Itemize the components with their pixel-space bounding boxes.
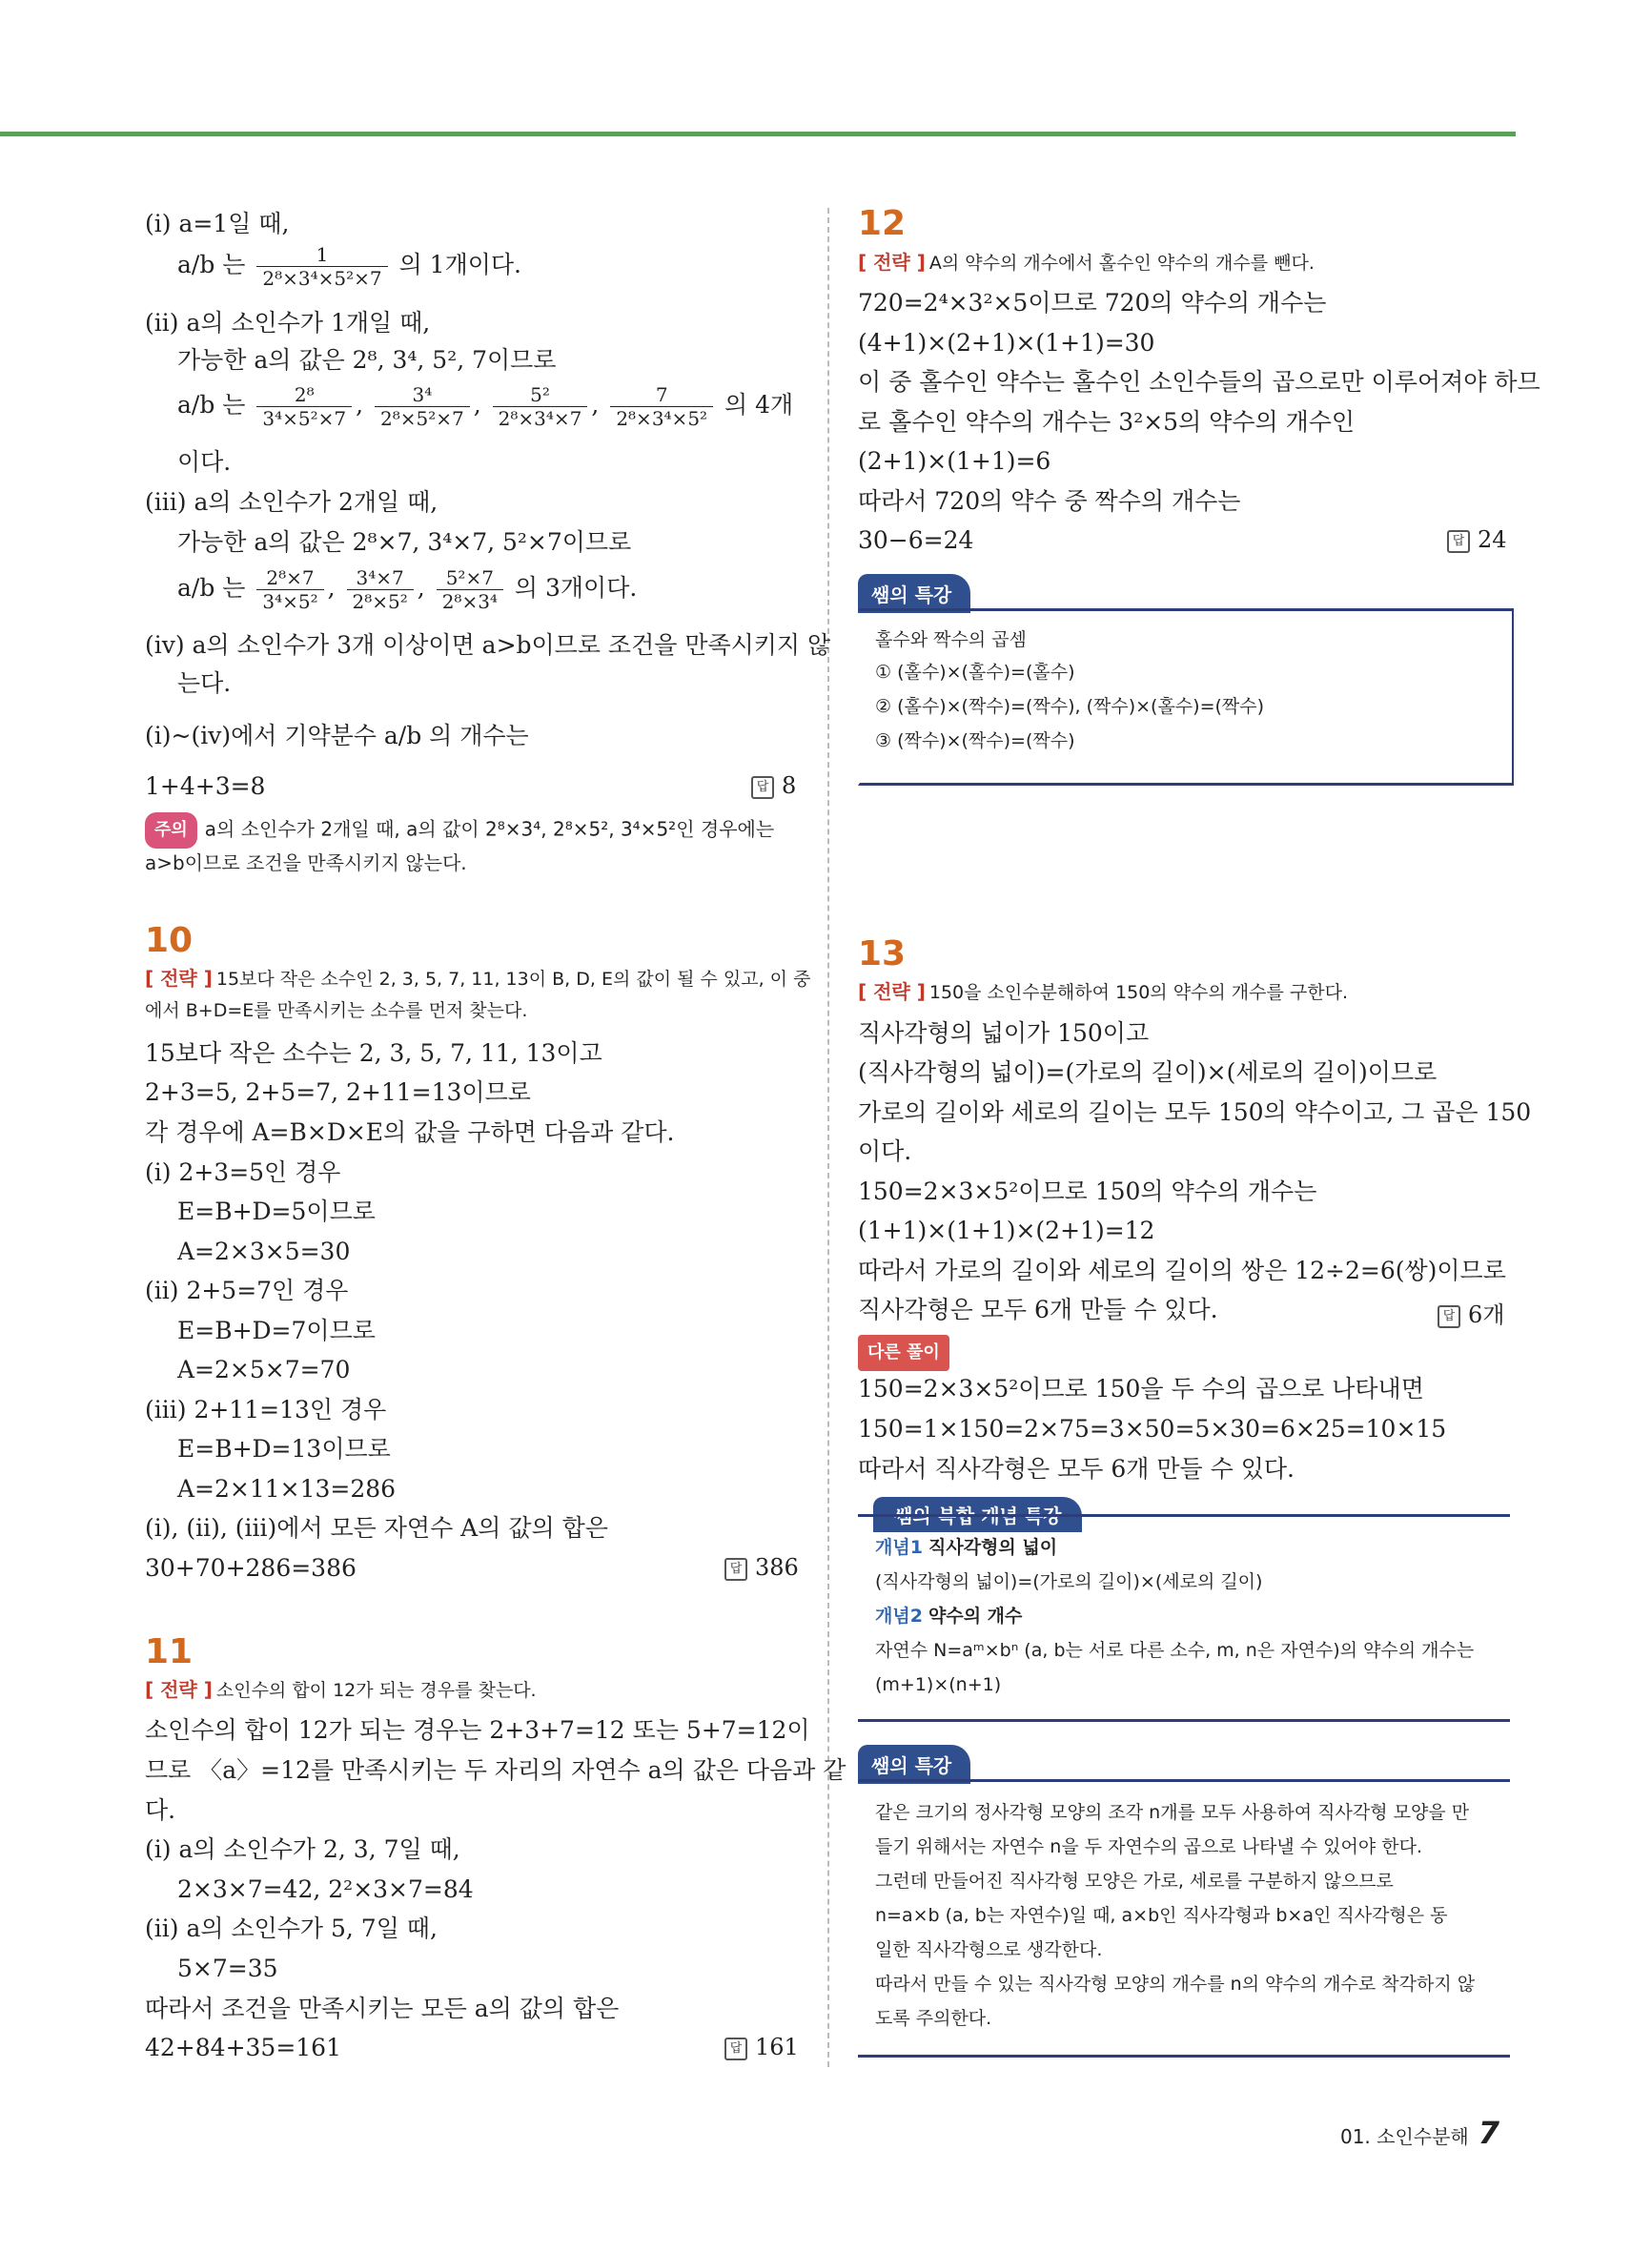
p11-line: 므로 〈a〉=12를 만족시키는 두 자리의 자연수 a의 값은 다음과 같 [145,1756,846,1784]
tip-box-line: n=a×b (a, b는 자연수)일 때, a×b인 직사각형과 b×a인 직사각형은 동 [875,1905,1448,1926]
p9-fraction: $\frac{\text{2⁸}}{\text{3⁴×5²×7}}$ [256,383,352,430]
answer-icon: 답 [724,2038,747,2060]
tip-box-line: 같은 크기의 정사각형 모양의 조각 n개를 모두 사용하여 직사각형 모양을 만 [875,1802,1470,1823]
p9-ab-label: a/b 는 [177,391,246,419]
p12-answer: 답 24 [1447,526,1507,553]
p9-case2-result: a/b 는 $\frac{\text{2⁸}}{\text{3⁴×5²×7}}$ , $\frac{\text{3⁴}}{\text{2⁸×5²×7}}$ , $\frac{\text{5²}}{\text{2⁸×3⁴×7}}$ , $\frac{7}{\text{2⁸×3⁴×5²}}$ 의 4개 [177,383,794,430]
problem-number: 10 [145,921,194,960]
p9-case2-end: 이다. [177,448,232,476]
p13-line: 직사각형의 넓이가 150이고 [858,1019,1150,1047]
p13-alt-line: 따라서 직사각형은 모두 6개 만들 수 있다. [858,1455,1295,1483]
p12-line: (2+1)×(1+1)=6 [858,447,1051,475]
p9-note-cont: a>b이므로 조건을 만족시키지 않는다. [145,851,467,874]
p9-case2: (ⅱ) a의 소인수가 1개일 때, [145,309,431,337]
p11-line: 따라서 조건을 만족시키는 모든 a의 값의 합은 [145,1995,620,2022]
p9-case4: (ⅳ) a의 소인수가 3개 이상이면 a>b이므로 조건을 만족시키지 않 [145,631,831,659]
p9-note [145,812,774,849]
p10-answer: 답 386 [724,1554,799,1581]
answer-icon: 답 [751,776,774,799]
p12-line: 이 중 홀수인 약수는 홀수인 소인수들의 곱으로만 이루어져야 하므 [858,368,1540,396]
strategy-tag: [ 전략 ] [145,967,213,990]
p11-line: (ⅱ) a의 소인수가 5, 7일 때, [145,1915,438,1942]
p13-line: 150=2×3×5²이므로 150의 약수의 개수는 [858,1178,1317,1205]
p10-line: A=2×3×5=30 [177,1238,351,1265]
p13-line: (1+1)×(1+1)×(2+1)=12 [858,1217,1155,1244]
p10-strategy: [ 전략 ] 15보다 작은 소수인 2, 3, 5, 7, 11, 13이 B, D, E의 값이 될 수 있고, 이 중 [145,967,811,990]
p10-line: E=B+D=13이므로 [177,1435,391,1463]
concept2-heading [875,1602,1022,1630]
p12-line: 720=2⁴×3²×5이므로 720의 약수의 개수는 [858,289,1327,317]
caution-badge: 주의 [145,812,197,849]
p12-line: 따라서 720의 약수 중 짝수의 개수는 [858,487,1241,515]
p9-calculation: 1+4+3=8 [145,772,266,800]
p10-line: 2+3=5, 2+5=7, 2+11=13이므로 [145,1078,531,1106]
p10-line: E=B+D=5이므로 [177,1198,376,1225]
concept-box-title: 쌤의 복합 개념 특강 [873,1497,1082,1532]
p13-alt-line: 150=2×3×5²이므로 150을 두 수의 곱으로 나타내면 [858,1375,1424,1403]
strategy-tag: [ 전략 ] [145,1678,213,1701]
p9-case3-result: a/b 는 $\frac{\text{2⁸×7}}{\text{3⁴×5²}}$ , $\frac{\text{3⁴×7}}{\text{2⁸×5²}}$ , $\frac{\text{5²×7}}{\text{2⁸×3⁴}}$ 의 3개이다. [177,566,638,613]
p9-ab-label: a/b 는 [177,574,246,602]
p9-fraction: $\frac{\text{5²}}{\text{2⁸×3⁴×7}}$ [493,383,588,430]
p10-line: (ⅰ) 2+3=5인 경우 [145,1158,341,1186]
concept1-label: 개념1 [875,1537,923,1558]
p13-line: 가로의 길이와 세로의 길이는 모두 150의 약수이고, 그 곱은 150 [858,1098,1532,1126]
p13-line: (직사각형의 넓이)=(가로의 길이)×(세로의 길이)이므로 [858,1058,1438,1086]
p11-line: 5×7=35 [177,1955,278,1982]
problem-number: 13 [858,934,907,973]
p13-line: 이다. [858,1137,912,1165]
p12-strategy: [ 전략 ] A의 약수의 개수에서 홀수인 약수의 개수를 뺀다. [858,251,1315,274]
alt-solution-badge: 다른 풀이 [858,1335,949,1371]
tip-box-line: ③ (짝수)×(짝수)=(짝수) [875,730,1075,751]
p9-summary: (ⅰ)~(ⅳ)에서 기약분수 a/b 의 개수는 [145,722,529,749]
p10-line: (ⅰ), (ⅱ), (ⅲ)에서 모든 자연수 A의 값의 합은 [145,1514,608,1542]
p11-line: 소인수의 합이 12가 되는 경우는 2+3+7=12 또는 5+7=12이 [145,1716,810,1744]
p9-fraction: $\frac{1}{\text{2⁸×3⁴×5²×7}}$ [256,243,387,290]
p9-case4-end: 는다. [177,669,232,697]
p10-line: E=B+D=7이므로 [177,1317,376,1344]
p9-case2-values: 가능한 a의 값은 2⁸, 3⁴, 5², 7이므로 [177,346,557,374]
p9-fraction: $\frac{\text{3⁴}}{\text{2⁸×5²×7}}$ [375,383,470,430]
p13-line: 직사각형은 모두 6개 만들 수 있다. [858,1296,1218,1323]
p9-case3-tail: 의 3개이다. [514,574,638,602]
p9-answer: 답 8 [751,772,796,799]
p9-note-text: a의 소인수가 2개일 때, a의 값이 2⁸×3⁴, 2⁸×5², 3⁴×5²인 경우에는 [204,817,775,841]
answer-icon: 답 [1438,1305,1460,1328]
tip-box-line: 들기 위해서는 자연수 n을 두 자연수의 곱으로 나타낼 수 있어야 한다. [875,1836,1423,1857]
p12-line: 로 홀수인 약수의 개수는 3²×5의 약수의 개수인 [858,408,1356,436]
top-accent-bar [0,132,1516,136]
concept2-text: 자연수 N=aᵐ×bⁿ (a, b는 서로 다른 소수, m, n은 자연수)의 약수의 개수는 [875,1640,1475,1661]
p9-fraction: $\frac{\text{2⁸×7}}{\text{3⁴×5²}}$ [256,566,323,613]
p9-case1-result [177,243,521,290]
concept1-text: (직사각형의 넓이)=(가로의 길이)×(세로의 길이) [875,1571,1263,1592]
p10-line: (ⅱ) 2+5=7인 경우 [145,1277,349,1304]
concept2-label: 개념2 [875,1606,923,1627]
p12-line: (4+1)×(2+1)×(1+1)=30 [858,329,1155,357]
p13-answer: 답 6개 [1438,1296,1504,1329]
p9-case3-values: 가능한 a의 값은 2⁸×7, 3⁴×7, 5²×7이므로 [177,528,632,556]
p11-answer: 답 161 [724,2034,799,2060]
concept1-heading [875,1533,1057,1562]
tip-box-line: 따라서 만들 수 있는 직사각형 모양의 개수를 n의 약수의 개수로 착각하지 않 [875,1974,1476,1995]
concept2-title: 약수의 개수 [928,1606,1023,1627]
strategy-tag: [ 전략 ] [858,980,926,1003]
page-footer [1340,2115,1499,2151]
tip-box-line: ① (홀수)×(홀수)=(홀수) [875,662,1075,683]
p10-line: A=2×11×13=286 [177,1475,397,1503]
p13-alt-header [858,1335,957,1371]
p10-line: 30+70+286=386 [145,1554,357,1582]
p13-alt-line: 150=1×150=2×75=3×50=5×30=6×25=10×15 [858,1415,1447,1443]
tip-box-line: ② (홀수)×(짝수)=(짝수), (짝수)×(홀수)=(짝수) [875,696,1265,717]
p10-line: 각 경우에 A=B×D×E의 값을 구하면 다음과 같다. [145,1118,675,1146]
p10-line: (ⅲ) 2+11=13인 경우 [145,1396,387,1423]
column-divider [827,208,829,2067]
p11-strategy: [ 전략 ] 소인수의 합이 12가 되는 경우를 찾는다. [145,1678,537,1701]
tip-box-line: 일한 직사각형으로 생각한다. [875,1939,1103,1960]
problem-number: 11 [145,1632,194,1671]
p9-case2-tail: 의 4개 [724,391,794,419]
strategy-tag: [ 전략 ] [858,251,926,274]
concept2-text: (m+1)×(n+1) [875,1674,1002,1695]
chapter-label: 01. 소인수분해 [1339,2125,1469,2148]
tip-box-line: 홀수와 짝수의 곱셈 [875,629,1027,650]
p9-fraction: $\frac{\text{3⁴×7}}{\text{2⁸×5²}}$ [347,566,414,613]
p11-line: 다. [145,1796,176,1824]
concept1-title: 직사각형의 넓이 [928,1537,1058,1558]
p9-ab-label: a/b 는 [177,251,246,278]
problem-number: 12 [858,204,907,243]
p13-line: 따라서 가로의 길이와 세로의 길이의 쌍은 12÷2=6(쌍)이므로 [858,1257,1506,1284]
p11-line: 2×3×7=42, 2²×3×7=84 [177,1875,474,1903]
p12-line: 30−6=24 [858,526,974,554]
page-number: 7 [1478,2115,1499,2151]
p11-line: 42+84+35=161 [145,2034,341,2061]
p9-case1: (ⅰ) a=1일 때, [145,210,290,237]
tip-box-line: 그런데 만들어진 직사각형 모양은 가로, 세로를 구분하지 않으므로 [875,1871,1394,1892]
answer-icon: 답 [724,1558,747,1581]
p10-strategy-cont: 에서 B+D=E를 만족시키는 소수를 먼저 찾는다. [145,1000,528,1021]
p10-line: A=2×5×7=70 [177,1356,351,1383]
p9-case1-tail: 의 1개이다. [398,251,521,278]
tip-box-title: 쌤의 특강 [858,1745,970,1784]
tip-box-line: 도록 주의한다. [875,2008,992,2029]
tip-box-title: 쌤의 특강 [858,574,970,613]
p11-line: (ⅰ) a의 소인수가 2, 3, 7일 때, [145,1835,460,1863]
p9-fraction: $\frac{7}{\text{2⁸×3⁴×5²}}$ [610,383,713,430]
p13-strategy: [ 전략 ] 150을 소인수분해하여 150의 약수의 개수를 구한다. [858,980,1348,1003]
p9-fraction: $\frac{\text{5²×7}}{\text{2⁸×3⁴}}$ [437,566,503,613]
answer-icon: 답 [1447,530,1470,553]
p9-case3: (ⅲ) a의 소인수가 2개일 때, [145,488,438,516]
p10-line: 15보다 작은 소수는 2, 3, 5, 7, 11, 13이고 [145,1039,602,1067]
